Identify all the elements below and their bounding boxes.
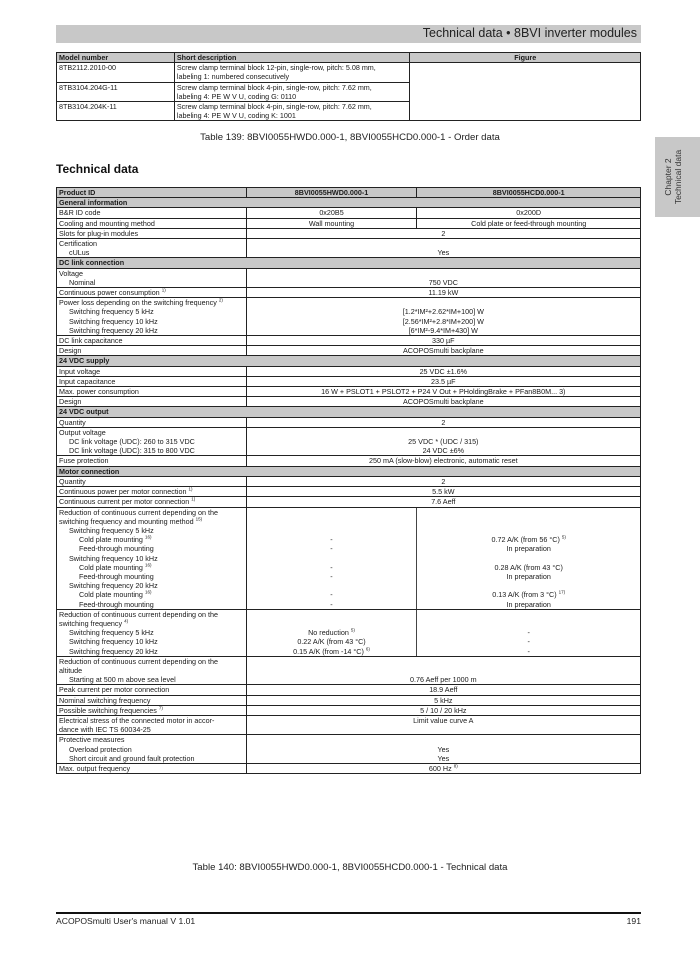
product-id-label: Product ID [57,188,247,198]
row-label: Power loss depending on the switching frequency $^{2)}$ Switching frequency 5 kHz Switching frequency 10 kHz Switching frequency 20 kHz [57,298,247,336]
footer-manual-title: ACOPOSmulti User's manual V 1.01 [56,916,196,926]
row-label: B&R ID code [57,208,247,218]
value: 330 µF [246,336,640,346]
row-label: Output voltage DC link voltage (UDC): 260 to 315 VDC DC link voltage (UDC): 315 to 800 VDC [57,427,247,456]
row-label: Continuous power consumption $^{1)}$ [57,288,247,298]
order-table-caption: Table 139: 8BVI0055HWD0.000-1, 8BVI0055HCD0.000-1 - Order data [200,132,500,143]
value-hcd: - - - [417,609,641,656]
column-header-description: Short description [174,53,410,63]
model-number: 8TB3104.204G-11 [57,82,175,101]
footer-divider [56,912,641,914]
row-label: Reduction of continuous current depending on the altitude Starting at 500 m above sea level [57,656,247,685]
row-label: Design [57,397,247,407]
row-label: Electrical stress of the connected motor in accor- dance with IEC TS 60034-25 [57,715,247,734]
section-motor-connection: Motor connection [57,466,641,476]
row-label: Peak current per motor connection [57,685,247,695]
row-label: Slots for plug-in modules [57,228,247,238]
chapter-number: Chapter 2 [663,158,673,196]
page-header-title: Technical data • 8BVI inverter modules [422,26,637,40]
value: 750 VDC [246,268,640,287]
row-label: Cooling and mounting method [57,218,247,228]
row-label: DC link capacitance [57,336,247,346]
short-description: Screw clamp terminal block 12-pin, single-row, pitch: 5.08 mm, labeling 1: numbered consecutively [174,63,410,82]
row-label: Quantity [57,417,247,427]
model-number: 8TB3104.204K-11 [57,102,175,121]
row-label: Certification cULus [57,239,247,258]
value: 2 [246,476,640,486]
value-hwd: No reduction $^{5)}$ 0.22 A/K (from 43 °C) 0.15 A/K (from -14 °C) $^{6)}$ [246,609,417,656]
row-label: Reduction of continuous current depending on the switching frequency and mounting method $^{15)}$ Switching frequency 5 kHz Cold plate mounting $^{16)}$ Feed-through mounting Switching frequency 10 kHz Cold plate mounting $^{16)}$ Feed-through mounting Switching frequency 20 kHz Cold plate mounting $^{16)}$ Feed-through mounting [57,507,247,609]
value-hcd: 0.72 A/K (from 56 °C) $^{5)}$ In preparation 0.28 A/K (from 43 °C) In preparation 0.13 A/K (from 3 °C) $^{17)}$ In preparation [417,507,641,609]
value: 18.9 Aeff [246,685,640,695]
value: 16 W + PSLOT1 + PSLOT2 + P24 V Out + PHoldingBrake + PFan8B0M... 3) [246,387,640,397]
order-data-table [56,52,641,121]
product-id-hwd: 8BVI0055HWD0.000-1 [246,188,417,198]
row-label: Quantity [57,476,247,486]
footnote: 1) [161,287,166,293]
page-number: 191 [626,916,641,926]
value: 25 VDC ±1.6% [246,366,640,376]
value: 7.6 Aeff [246,497,640,507]
row-label: Nominal switching frequency [57,695,247,705]
section-24vdc-output: 24 VDC output [57,407,641,417]
value: Yes [246,239,640,258]
row-label: Protective measures Overload protection Short circuit and ground fault protection [57,735,247,764]
row-label: Voltage Nominal [57,268,247,287]
chapter-side-tab [655,137,700,217]
value: 2 [246,228,640,238]
value: 250 mA (slow-blow) electronic, automatic reset [246,456,640,466]
value: ACOPOSmulti backplane [246,397,640,407]
value: 0x200D [417,208,641,218]
section-24vdc-supply: 24 VDC supply [57,356,641,366]
row-label: Input capacitance [57,376,247,386]
value: [1.2*IM²+2.62*IM+100] W [2.56*IM²+2.8*IM+200] W [6*IM²-9.4*IM+430] W [246,298,640,336]
section-title: Technical data [56,162,139,176]
value: 23.5 µF [246,376,640,386]
value-hwd: - - - - - - [246,507,417,609]
short-description: Screw clamp terminal block 4-pin, single-row, pitch: 7.62 mm, labeling 4: PE W V U, coding K: 1001 [174,102,410,121]
column-header-figure: Figure [410,53,641,63]
value: 2 [246,417,640,427]
value: 5 kHz [246,695,640,705]
table-row [57,63,641,82]
row-label: Reduction of continuous current depending on the switching frequency $^{4)}$ Switching frequency 5 kHz Switching frequency 10 kHz Switching frequency 20 kHz [57,609,247,656]
figure-cell [410,63,641,121]
chapter-title: Technical data [673,149,683,205]
technical-data-table [56,187,641,774]
row-label: Max. power consumption [57,387,247,397]
row-label: Continuous power per motor connection $^{1)}$ [57,487,247,497]
product-id-hcd: 8BVI0055HCD0.000-1 [417,188,641,198]
value: 5 / 10 / 20 kHz [246,705,640,715]
row-label: Max. output frequency [57,763,247,773]
row-label: Continuous current per motor connection $^{1)}$ [57,497,247,507]
value: 600 Hz $^{8)}$ [246,763,640,773]
section-general: General information [57,198,641,208]
value: ACOPOSmulti backplane [246,346,640,356]
row-label: Input voltage [57,366,247,376]
value: 25 VDC * (UDC / 315) 24 VDC ±6% [246,427,640,456]
value: Limit value curve A [246,715,640,734]
short-description: Screw clamp terminal block 4-pin, single-row, pitch: 7.62 mm, labeling 4: PE W V U, coding G: 0110 [174,82,410,101]
column-header-model: Model number [57,53,175,63]
section-dc-link: DC link connection [57,258,641,268]
value: 0x20B5 [246,208,417,218]
model-number: 8TB2112.2010-00 [57,63,175,82]
value: Wall mounting [246,218,417,228]
value: Yes Yes [246,735,640,764]
value: 5.5 kW [246,487,640,497]
value: 11.19 kW [246,288,640,298]
tech-table-caption: Table 140: 8BVI0055HWD0.000-1, 8BVI0055HCD0.000-1 - Technical data [192,862,508,873]
row-label: Fuse protection [57,456,247,466]
page-header-bar [56,25,641,43]
value: 0.76 Aeff per 1000 m [246,656,640,685]
row-label: Possible switching frequencies $^{7)}$ [57,705,247,715]
row-label: Design [57,346,247,356]
value: Cold plate or feed-through mounting [417,218,641,228]
